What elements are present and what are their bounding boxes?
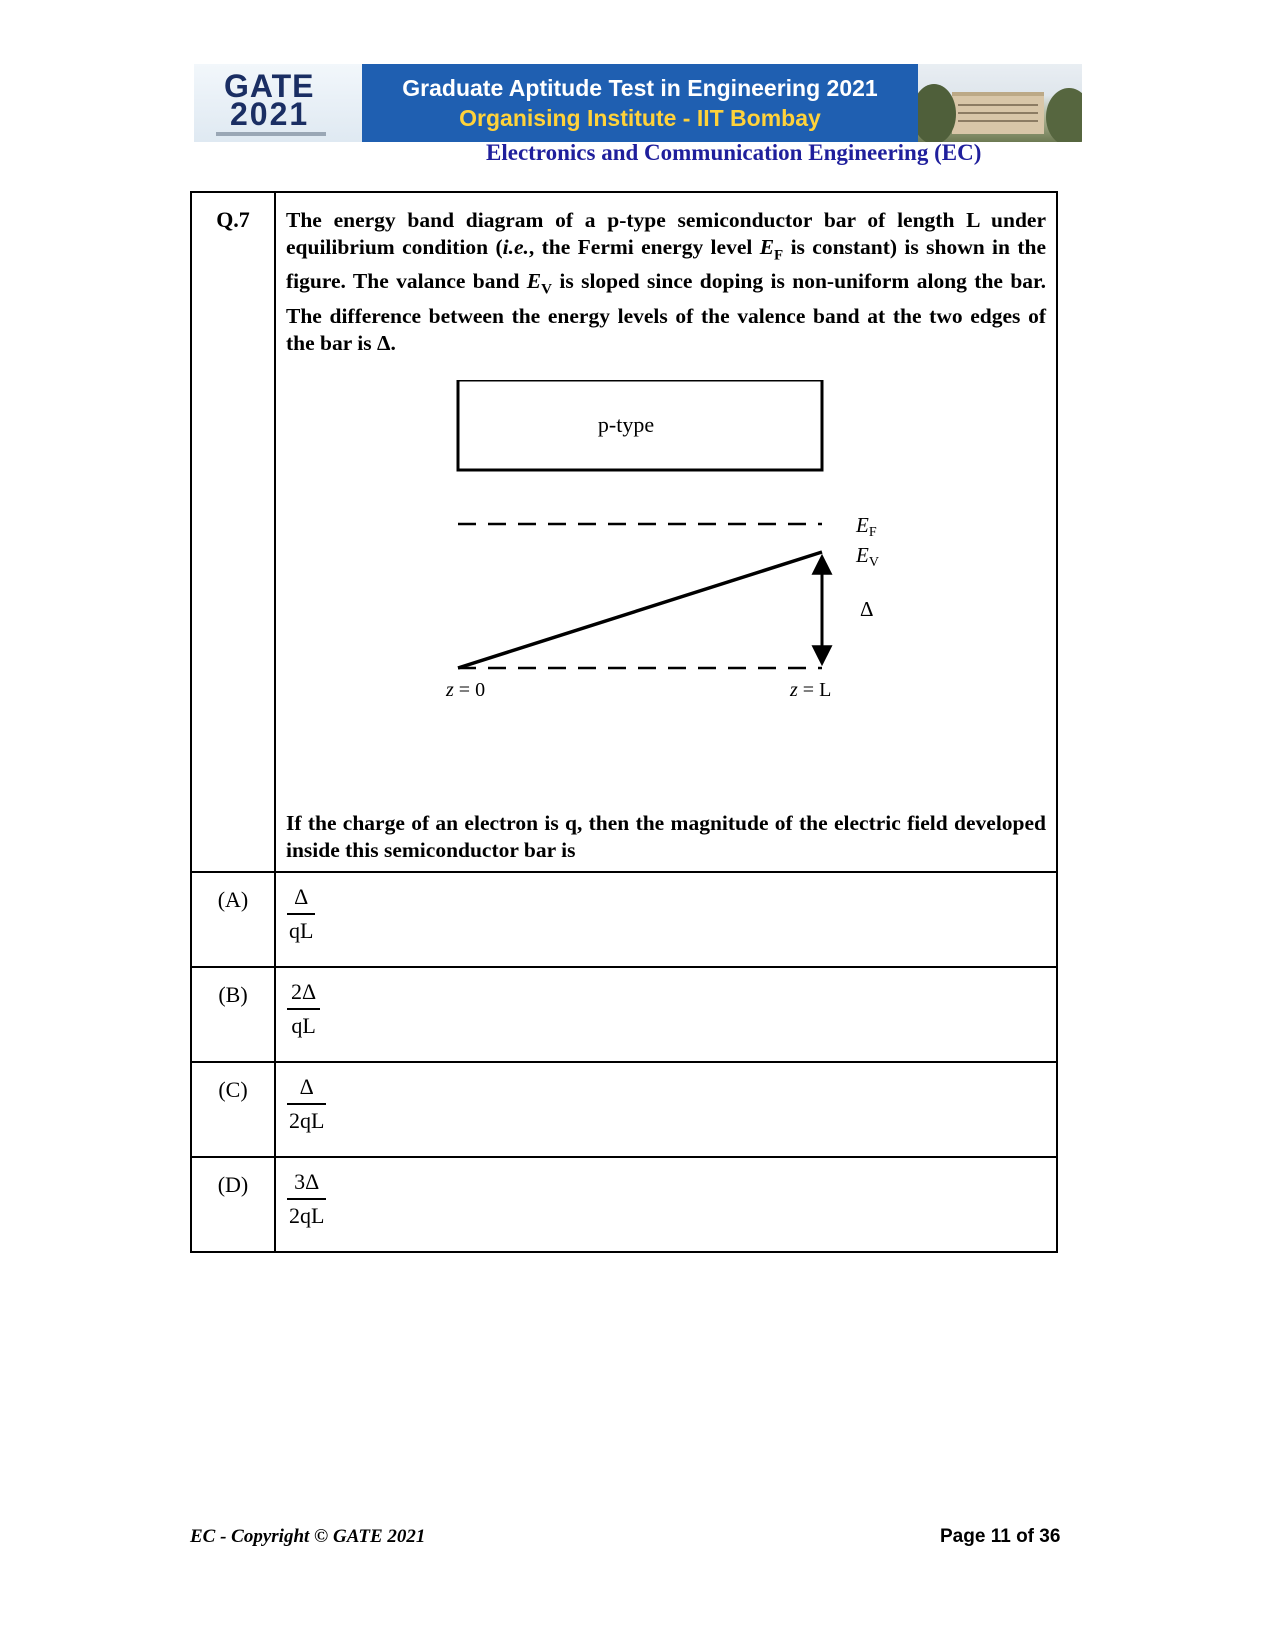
z0-label (445, 679, 485, 701)
question-table (190, 191, 1058, 1253)
z0-label-rest: = 0 (453, 679, 486, 702)
question-row (191, 192, 1057, 872)
option-row-c[interactable] (191, 1062, 1057, 1157)
fraction (287, 1169, 326, 1229)
fraction-numerator: Δ (299, 1074, 314, 1100)
question-body (275, 192, 1057, 872)
delta-label: Δ (860, 597, 874, 622)
option-label: (D) (191, 1157, 275, 1252)
fraction-denominator: qL (287, 913, 315, 944)
subject-title: Electronics and Communication Engineering (EC) (486, 140, 982, 165)
option-value (275, 1157, 1057, 1252)
question-text-2: If the charge of an electron is q, then the magnitude of the electric field developed inside this semiconductor bar is (286, 811, 1046, 862)
tree-shape (918, 84, 956, 142)
tree-shape (1046, 88, 1082, 142)
logo-text-year: 2021 (230, 96, 310, 132)
fraction-numerator: 3Δ (294, 1169, 320, 1195)
logo-strip (216, 132, 326, 136)
ev-label-sub: V (868, 555, 879, 571)
ev-label-e: E (856, 543, 869, 568)
option-value (275, 967, 1057, 1062)
option-value (275, 872, 1057, 967)
question-number: Q.7 (191, 192, 275, 872)
ev-label (855, 543, 879, 570)
zl-label (789, 679, 831, 701)
option-row-d[interactable] (191, 1157, 1057, 1252)
symbol-ef: E (759, 234, 775, 259)
page-of: of (1010, 1526, 1040, 1547)
question-text-part: , the Fermi energy level (528, 234, 760, 259)
page-current: 11 (990, 1526, 1011, 1547)
fraction (287, 1074, 326, 1134)
page-prefix: Page (940, 1526, 991, 1547)
option-label: (B) (191, 967, 275, 1062)
fraction-denominator: qL (287, 1008, 320, 1039)
symbol-ev: E (526, 269, 542, 294)
z0-label-z: z (446, 679, 454, 702)
banner-title: Graduate Aptitude Test in Engineering 2021 (402, 75, 878, 101)
option-row-b[interactable] (191, 967, 1057, 1062)
building-shape (952, 92, 1044, 134)
option-row-a[interactable] (191, 872, 1057, 967)
symbol-ef-sub: F (774, 246, 784, 263)
question-text-part: is sloped since doping is non-uniform along the bar. The difference between the energy levels of the valence band at the two edges of the bar is Δ. (286, 269, 1046, 355)
question-text-part: is constant) is shown in the figure. The valance band (286, 234, 1046, 294)
question-text (286, 207, 1046, 356)
ef-label-sub: F (868, 525, 877, 541)
fraction (287, 979, 320, 1039)
ef-label (855, 513, 877, 540)
footer-page-number (940, 1526, 1060, 1548)
fraction-denominator: 2qL (287, 1198, 326, 1229)
zl-label-rest: = L (797, 679, 832, 702)
banner-title-block (362, 64, 918, 142)
option-label: (C) (191, 1062, 275, 1157)
page-total: 36 (1039, 1526, 1061, 1547)
symbol-ev-sub: V (541, 281, 552, 298)
question-text-part: The energy band diagram of a p-type semiconductor bar of length L under equilibrium condition ( (286, 208, 1046, 259)
fraction-numerator: Δ (294, 884, 309, 910)
option-value (275, 1062, 1057, 1157)
gate-logo (194, 64, 362, 142)
zl-label-z: z (790, 679, 798, 702)
bar-label: p-type (597, 412, 655, 438)
fraction (287, 884, 315, 944)
header-banner (194, 64, 1082, 142)
option-label: (A) (191, 872, 275, 967)
band-diagram-svg (286, 380, 1046, 800)
fraction-numerator: 2Δ (291, 979, 317, 1005)
ef-label-e: E (856, 513, 869, 538)
building-windows (958, 104, 1038, 106)
campus-photo (918, 64, 1082, 142)
valence-band-line (458, 552, 822, 668)
banner-organiser: Organising Institute - IIT Bombay (459, 105, 821, 131)
band-diagram (286, 380, 1046, 800)
footer-copyright: EC - Copyright © GATE 2021 (190, 1526, 426, 1547)
fraction-denominator: 2qL (287, 1103, 326, 1134)
question-text-ie: i.e. (502, 234, 529, 259)
logo-text-gate: GATE (224, 68, 315, 104)
